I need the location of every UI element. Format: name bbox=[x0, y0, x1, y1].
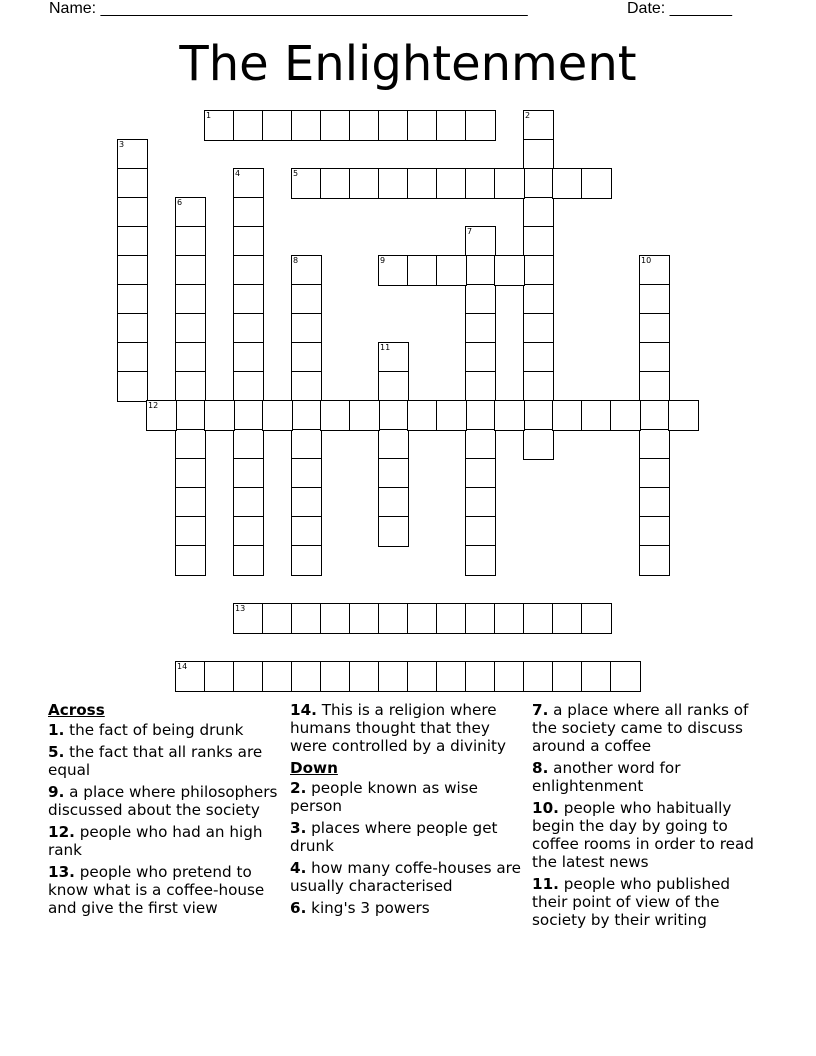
across-clue-13: 13. people who pretend to know what is a coffee-house and give the first view bbox=[48, 863, 265, 917]
down-clue-4: 4. how many coffe-houses are usually characterised bbox=[290, 859, 521, 895]
grid-cell[interactable] bbox=[117, 255, 148, 286]
grid-cell[interactable] bbox=[233, 545, 264, 576]
grid-cell[interactable] bbox=[378, 516, 409, 547]
clues-column-3 bbox=[532, 701, 768, 933]
grid-cell[interactable] bbox=[117, 226, 148, 257]
grid-cell[interactable] bbox=[494, 603, 525, 634]
grid-cell[interactable] bbox=[175, 487, 206, 518]
across-clue-1: 1. the fact of being drunk bbox=[48, 721, 244, 739]
grid-cell[interactable] bbox=[407, 168, 438, 199]
down-clue-8: 8. another word for enlightenment bbox=[532, 759, 681, 795]
grid-cell[interactable] bbox=[465, 516, 496, 547]
grid-cell[interactable] bbox=[320, 603, 351, 634]
grid-cell[interactable] bbox=[175, 255, 206, 286]
grid-cell[interactable] bbox=[465, 371, 496, 402]
grid-cell[interactable] bbox=[465, 342, 496, 373]
grid-cell[interactable] bbox=[639, 545, 670, 576]
grid-cell[interactable] bbox=[291, 400, 322, 431]
grid-cell[interactable] bbox=[523, 400, 554, 431]
clue-number-4: 4 bbox=[235, 169, 241, 178]
grid-cell[interactable] bbox=[494, 168, 525, 199]
clue-number-9: 9 bbox=[380, 256, 386, 265]
grid-cell[interactable] bbox=[349, 168, 380, 199]
grid-cell[interactable] bbox=[117, 371, 148, 402]
down-heading: Down bbox=[290, 759, 338, 777]
clues-column-2 bbox=[290, 701, 522, 921]
grid-cell[interactable] bbox=[552, 168, 583, 199]
grid-cell[interactable] bbox=[204, 400, 235, 431]
across-clue-14: 14. This is a religion where humans thought that they were controlled by a divinity bbox=[290, 701, 506, 755]
grid-cell[interactable] bbox=[291, 429, 322, 460]
grid-cell[interactable] bbox=[291, 545, 322, 576]
grid-cell[interactable] bbox=[378, 458, 409, 489]
grid-cell[interactable] bbox=[320, 110, 351, 141]
grid-cell[interactable] bbox=[523, 226, 554, 257]
grid-cell[interactable] bbox=[523, 603, 554, 634]
grid-cell[interactable] bbox=[320, 168, 351, 199]
grid-cell[interactable] bbox=[639, 400, 670, 431]
grid-cell[interactable] bbox=[262, 400, 293, 431]
grid-cell[interactable] bbox=[523, 313, 554, 344]
clue-number-11: 11 bbox=[380, 343, 391, 352]
grid-cell[interactable] bbox=[523, 371, 554, 402]
grid-cell[interactable] bbox=[465, 487, 496, 518]
grid-cell[interactable] bbox=[378, 603, 409, 634]
grid-cell[interactable] bbox=[523, 168, 554, 199]
grid-cell[interactable] bbox=[175, 226, 206, 257]
down-clue-10: 10. people who habitually begin the day by going to coffee rooms in order to read the latest news bbox=[532, 799, 754, 871]
name-field: Name: ________________________________________________ bbox=[49, 0, 528, 17]
grid-cell[interactable] bbox=[320, 400, 351, 431]
grid-cell[interactable] bbox=[291, 458, 322, 489]
grid-cell[interactable] bbox=[436, 400, 467, 431]
grid-cell[interactable] bbox=[233, 226, 264, 257]
puzzle-title: The Enlightenment bbox=[179, 36, 637, 92]
down-clue-2: 2. people known as wise person bbox=[290, 779, 479, 815]
grid-cell[interactable] bbox=[349, 661, 380, 692]
grid-cell[interactable] bbox=[320, 661, 351, 692]
grid-cell[interactable] bbox=[523, 255, 554, 286]
grid-cell[interactable] bbox=[523, 139, 554, 170]
grid-cell[interactable] bbox=[233, 284, 264, 315]
clue-number-8: 8 bbox=[293, 256, 299, 265]
across-clue-12: 12. people who had an high rank bbox=[48, 823, 263, 859]
grid-cell[interactable] bbox=[465, 400, 496, 431]
grid-cell[interactable] bbox=[494, 255, 525, 286]
grid-cell[interactable] bbox=[117, 313, 148, 344]
grid-cell[interactable] bbox=[610, 400, 641, 431]
grid-cell[interactable] bbox=[117, 284, 148, 315]
grid-cell[interactable] bbox=[523, 661, 554, 692]
grid-cell[interactable] bbox=[407, 400, 438, 431]
down-clue-7: 7. a place where all ranks of the society came to discuss around a coffee bbox=[532, 701, 749, 755]
grid-cell[interactable] bbox=[233, 255, 264, 286]
grid-cell[interactable] bbox=[465, 255, 496, 286]
grid-cell[interactable] bbox=[668, 400, 699, 431]
grid-cell[interactable] bbox=[581, 603, 612, 634]
grid-cell[interactable] bbox=[436, 255, 467, 286]
grid-cell[interactable] bbox=[233, 516, 264, 547]
grid-cell[interactable] bbox=[465, 110, 496, 141]
grid-cell[interactable] bbox=[465, 545, 496, 576]
grid-cell[interactable] bbox=[175, 400, 206, 431]
grid-cell[interactable] bbox=[552, 661, 583, 692]
grid-cell[interactable] bbox=[465, 313, 496, 344]
grid-cell[interactable] bbox=[349, 110, 380, 141]
grid-cell[interactable] bbox=[233, 400, 264, 431]
grid-cell[interactable] bbox=[378, 400, 409, 431]
grid-cell[interactable] bbox=[291, 516, 322, 547]
grid-cell[interactable] bbox=[175, 342, 206, 373]
clue-number-1: 1 bbox=[206, 111, 212, 120]
grid-cell[interactable] bbox=[523, 197, 554, 228]
grid-cell[interactable] bbox=[233, 458, 264, 489]
grid-cell[interactable] bbox=[436, 168, 467, 199]
grid-cell[interactable] bbox=[552, 400, 583, 431]
grid-cell[interactable] bbox=[233, 661, 264, 692]
grid-cell[interactable] bbox=[175, 458, 206, 489]
clue-number-13: 13 bbox=[235, 604, 246, 613]
grid-cell[interactable] bbox=[204, 661, 235, 692]
grid-cell[interactable] bbox=[175, 313, 206, 344]
grid-cell[interactable] bbox=[117, 197, 148, 228]
grid-cell[interactable] bbox=[436, 110, 467, 141]
grid-cell[interactable] bbox=[639, 429, 670, 460]
clues-column-1 bbox=[48, 701, 280, 921]
grid-cell[interactable] bbox=[291, 284, 322, 315]
grid-cell[interactable] bbox=[407, 255, 438, 286]
grid-cell[interactable] bbox=[233, 487, 264, 518]
grid-cell[interactable] bbox=[291, 313, 322, 344]
clue-number-6: 6 bbox=[177, 198, 183, 207]
grid-cell[interactable] bbox=[378, 661, 409, 692]
clue-number-5: 5 bbox=[293, 169, 299, 178]
grid-cell[interactable] bbox=[639, 458, 670, 489]
across-clue-5: 5. the fact that all ranks are equal bbox=[48, 743, 263, 779]
across-clue-9: 9. a place where philosophers discussed about the society bbox=[48, 783, 278, 819]
grid-cell[interactable] bbox=[581, 168, 612, 199]
down-clue-3: 3. places where people get drunk bbox=[290, 819, 498, 855]
down-clue-11: 11. people who published their point of view of the society by their writing bbox=[532, 875, 731, 929]
clue-number-14: 14 bbox=[177, 662, 188, 671]
grid-cell[interactable] bbox=[233, 371, 264, 402]
grid-cell[interactable] bbox=[639, 371, 670, 402]
grid-cell[interactable] bbox=[436, 603, 467, 634]
grid-cell[interactable] bbox=[436, 661, 467, 692]
grid-cell[interactable] bbox=[233, 110, 264, 141]
grid-cell[interactable] bbox=[349, 603, 380, 634]
date-field: Date: _______ bbox=[627, 0, 732, 17]
grid-cell[interactable] bbox=[494, 400, 525, 431]
grid-cell[interactable] bbox=[494, 661, 525, 692]
grid-cell[interactable] bbox=[639, 342, 670, 373]
grid-cell[interactable] bbox=[581, 400, 612, 431]
clue-number-7: 7 bbox=[467, 227, 473, 236]
grid-cell[interactable] bbox=[378, 110, 409, 141]
grid-cell[interactable] bbox=[378, 168, 409, 199]
grid-cell[interactable] bbox=[639, 487, 670, 518]
grid-cell[interactable] bbox=[523, 284, 554, 315]
grid-cell[interactable] bbox=[523, 429, 554, 460]
grid-cell[interactable] bbox=[465, 168, 496, 199]
clue-number-12: 12 bbox=[148, 401, 159, 410]
grid-cell[interactable] bbox=[465, 458, 496, 489]
grid-cell[interactable] bbox=[117, 168, 148, 199]
grid-cell[interactable] bbox=[291, 487, 322, 518]
grid-cell[interactable] bbox=[175, 545, 206, 576]
grid-cell[interactable] bbox=[117, 342, 148, 373]
grid-cell[interactable] bbox=[523, 342, 554, 373]
grid-cell[interactable] bbox=[233, 342, 264, 373]
grid-cell[interactable] bbox=[378, 487, 409, 518]
grid-cell[interactable] bbox=[262, 603, 293, 634]
clue-number-2: 2 bbox=[525, 111, 531, 120]
grid-cell[interactable] bbox=[233, 313, 264, 344]
clue-number-3: 3 bbox=[119, 140, 125, 149]
grid-cell[interactable] bbox=[175, 429, 206, 460]
grid-cell[interactable] bbox=[233, 429, 264, 460]
grid-cell[interactable] bbox=[465, 603, 496, 634]
grid-cell[interactable] bbox=[407, 110, 438, 141]
grid-cell[interactable] bbox=[291, 342, 322, 373]
grid-cell[interactable] bbox=[291, 661, 322, 692]
grid-cell[interactable] bbox=[378, 429, 409, 460]
clue-number-10: 10 bbox=[641, 256, 652, 265]
grid-cell[interactable] bbox=[639, 516, 670, 547]
grid-cell[interactable] bbox=[465, 429, 496, 460]
grid-cell[interactable] bbox=[639, 284, 670, 315]
grid-cell[interactable] bbox=[552, 603, 583, 634]
across-heading: Across bbox=[48, 701, 105, 719]
grid-cell[interactable] bbox=[291, 110, 322, 141]
grid-cell[interactable] bbox=[233, 197, 264, 228]
grid-cell[interactable] bbox=[407, 603, 438, 634]
grid-cell[interactable] bbox=[581, 661, 612, 692]
grid-cell[interactable] bbox=[175, 516, 206, 547]
grid-cell[interactable] bbox=[610, 661, 641, 692]
grid-cell[interactable] bbox=[639, 313, 670, 344]
grid-cell[interactable] bbox=[291, 603, 322, 634]
grid-cell[interactable] bbox=[291, 371, 322, 402]
grid-cell[interactable] bbox=[465, 661, 496, 692]
grid-cell[interactable] bbox=[378, 371, 409, 402]
grid-cell[interactable] bbox=[262, 110, 293, 141]
grid-cell[interactable] bbox=[407, 661, 438, 692]
grid-cell[interactable] bbox=[465, 284, 496, 315]
grid-cell[interactable] bbox=[175, 371, 206, 402]
grid-cell[interactable] bbox=[349, 400, 380, 431]
down-clue-6: 6. king's 3 powers bbox=[290, 899, 430, 917]
grid-cell[interactable] bbox=[175, 284, 206, 315]
grid-cell[interactable] bbox=[262, 661, 293, 692]
